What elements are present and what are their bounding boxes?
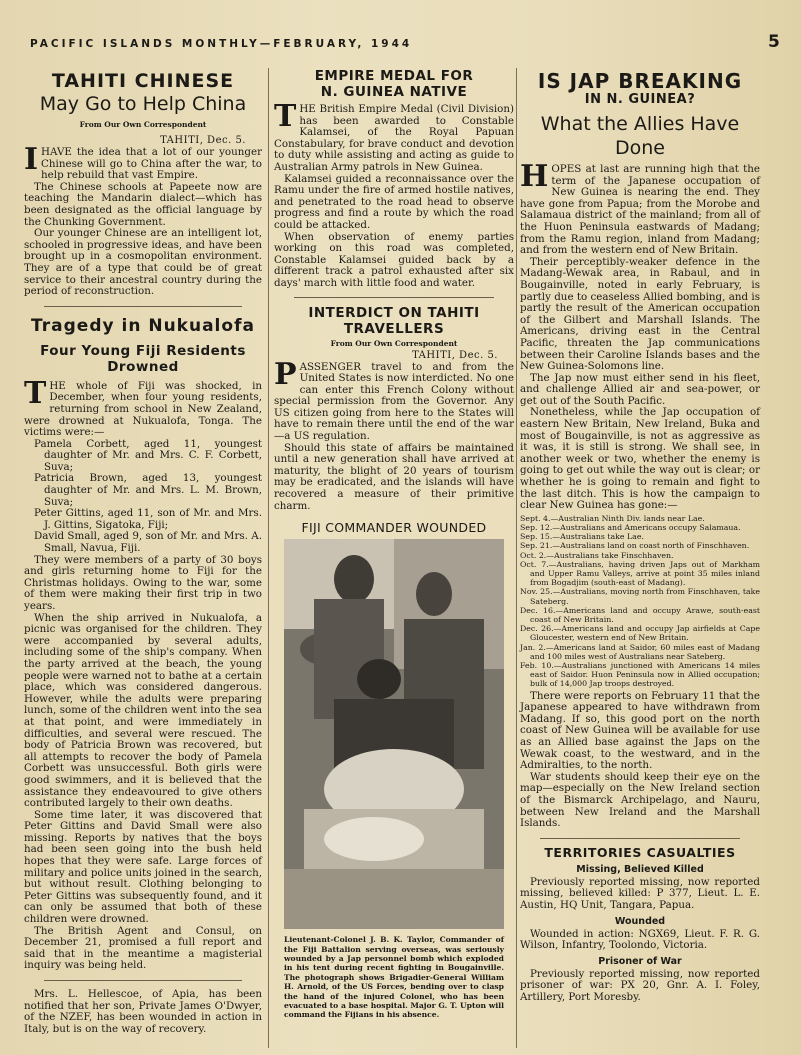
jap-para: Nonetheless, while the Jap occupation of eastern New Britain, New Ireland, Buka and most of Bougainville, is not as aggressive as it was, it is still is strong. We shall see, in another week or two, whether the enemy is going to get out while the way out is clear; or whether he is going to remain and fight to the last ditch. This is how the campaign to clear New Guinea has gone:— [520,406,760,512]
tahiti-chinese-subtitle: May Go to Help China [39,93,247,115]
timeline-item: Dec. 26.—Americans land and occupy Jap airfields at Cape Gloucester, western end of New Britain. [520,624,760,643]
column-rule [268,68,269,1048]
interdict-para: PASSENGER travel to and from the United States is now interdicted. No one can enter this French Colony without special permission from the Governor. Any US citizen going from here to the States will have to remain there until the end of the war—a US regulation. [274,356,514,443]
drop-cap: T [24,375,47,411]
divider [294,297,494,298]
interdict-title: INTERDICT ON TAHITI [308,304,480,321]
photo-caption: Lieutenant-Colonel J. B. K. Taylor, Commander of the Fiji Battalion serving overseas, was seriously wounded by a Jap personnel bomb which exploded in his tent during recent fighting in Bougainville. The photograph shows Brigadier-General William H. Arnold, of the US Forces, bending over to clasp the hand of the injured Colonel, who has been evacuated to a base hospital. Major G. T. Upton will command the Fijians in his absence. [284,935,504,1020]
empire-medal-para: THE British Empire Medal (Civil Division) has been awarded to Constable Kalamsei, of the Royal Papuan Constabulary, for brave conduct and devotion to duty while assisting and acting as guide to Australian Army patrols in New Guinea. [274,99,514,173]
list-item: David Small, aged 9, son of Mr. and Mrs. A. Small, Navua, Fiji. [34,530,262,555]
jap-para: Their perceptibly-weaker defence in the Madang-Wewak area, in Rabaul, and in Bougainville, noted in early February, is partly due to ceaseless Allied bombing, and is partly the result of the American occupation of the Gilbert and Marshall Islands. The Americans, driving east in the Central Pacific, threaten the Jap communications between their Caroline Islands bases and the New Guinea-Solomons line. [520,255,760,373]
timeline-item: Sep. 12.—Australians and Americans occupy Salamaua. [520,523,741,533]
tragedy-para: THE whole of Fiji was shocked, in December, when four young residents, returning from school in New Zealand, were drowned at Nukualofa, Tonga. The victims were:— [24,375,262,439]
drop-cap: I [24,142,39,177]
jap-para: There were reports on February 11 that the Japanese appeared to have withdrawn from Madang. If so, this good port on the north coast of New Guinea will be available for use as an Allied base against the Japs on the Wewak coast, to the westward, and in the Admiralties, to the north. [520,689,760,772]
soldiers-photo [284,539,504,929]
interdict-para: Should this state of affairs be maintained until a new generation shall have arrived at maturity, the blight of 20 years of tourism may be eradicated, and the islands will have recovered a measure of their primitive charm. [274,441,514,512]
odwyer-para: Mrs. L. Hellescoe, of Apia, has been notified that her son, Private James O'Dwyer, of the NZEF, has been wounded in action in Italy, but is on the way of recovery. [24,988,262,1035]
campaign-timeline [520,514,760,689]
empire-medal-title: EMPIRE MEDAL FOR [314,68,474,84]
casualties-para: Previously reported missing, now reported missing, believed killed: P 377, Lieut. L. E. Austin, HQ Unit, Tangara, Papua. [520,875,760,911]
jap-para: The Jap now must either send in his fleet, and challenge Allied air and sea-power, or get out of the South Pacific. [520,371,760,407]
timeline-item: Oct. 7.—Australians, having driven Japs out of Markham and Upper Ramu Valleys, arrive at point 35 miles inland from Bogadjim (south-east of Madang). [520,559,760,588]
drop-cap: T [274,99,297,134]
interdict-title: TRAVELLERS [343,320,445,337]
list-item: Patricia Brown, aged 13, youngest daughter of Mr. and Mrs. L. M. Brown, Suva; [34,472,262,508]
list-item: Pamela Corbett, aged 11, youngest daughter of Mr. and Mrs. C. F. Corbett, Suva; [34,437,262,473]
tahiti-chinese-dateline: TAHITI, Dec. 5. [160,135,246,146]
timeline-item: Sep. 21.—Australians land on coast north of Finschhaven. [520,541,750,551]
page-number: 5 [768,32,780,52]
casualties-title: TERRITORIES CASUALTIES [544,844,736,860]
casualties-subhead: Missing, Believed Killed [576,863,704,875]
tahiti-chinese-byline: From Our Own Correspondent [79,120,207,129]
fiji-commander-title: FIJI COMMANDER WOUNDED [301,520,487,536]
interdict-byline: From Our Own Correspondent [330,338,458,348]
tahiti-chinese-title: TAHITI CHINESE [51,70,235,92]
divider [44,306,242,307]
timeline-item: Feb. 10.—Australians junctioned with Americans 14 miles east of Saidor. Huon Peninsula now in Allied occupation; bulk of 14,000 Jap troops destroyed. [520,661,760,689]
divider [540,838,740,839]
jap-subtitle: What the Allies Have [540,113,740,135]
timeline-item: Oct. 2.—Australians take Finschhaven. [520,550,674,560]
empire-medal-title: N. GUINEA NATIVE [320,84,468,100]
jap-title: IS JAP BREAKING [537,69,743,93]
divider [44,980,242,981]
photo-illustration [284,539,504,929]
empire-medal-para: When observation of enemy parties working on this road was completed, Constable Kalamsei guided back by a different track a patrol exhausted after six days' march with little food and water. [274,230,514,289]
casualties-subhead: Prisoner of War [598,955,682,967]
column-right [520,68,760,1004]
column-left [24,68,262,1035]
masthead: PACIFIC ISLANDS MONTHLY—FEBRUARY, 1944 [30,38,413,50]
interdict-dateline: TAHITI, Dec. 5. [412,349,498,361]
tragedy-title: Tragedy in Nukualofa [31,315,255,336]
empire-medal-para: Kalamsei guided a reconnaissance over the Ramu under the fire of armed hostile natives, and penetrated to the road head to observe progress and find a route by which the road could be attacked. [274,172,514,231]
list-item: Peter Gittins, aged 11, son of Mr. and Mrs. J. Gittins, Sigatoka, Fiji; [34,507,262,531]
timeline-item: Sep. 15.—Australians take Lae. [520,532,644,542]
casualties-para: Wounded in action: NGX69, Lieut. F. R. G. Wilson, Infantry, Toolondo, Victoria. [520,927,760,952]
jap-para: HOPES at last are running high that the term of the Japanese occupation of New Guinea is nearing the end. They have gone from Papua; from the Morobe and Salamaua district of the mainland; from all of the Huon Peninsula eastwards of Madang; from the Ramu region, inland from Madang; and from the western end of New Britain. [520,159,760,257]
casualties-subhead: Wounded [614,915,666,927]
tahiti-chinese-para: Our younger Chinese are an intelligent lot, schooled in progressive ideas, and have been brought up in a cosmopolitan environment. They are of a type that could be of great service to their ancestral country during the period of reconstruction. [24,227,262,298]
tahiti-chinese-para: The Chinese schools at Papeete now are teaching the Mandarin dialect—which has been designated as the official language by the Chunking Government. [24,180,262,228]
tragedy-para: When the ship arrived in Nukualofa, a picnic was organised for the children. They were accompanied by several adults, including some of the ship's company. When the party arrived at the beach, the young people were warned not to bathe at a certain place, which was considered dangerous. However, while the adults were preparing lunch, some of the children went into the sea at that point, and were immediately in difficulties, and several were rescued. The body of Patricia Brown was recovered, but all attempts to recover the body of Pamela Corbett was unsuccessful. Both girls were good swimmers, and it is believed that the assistance they endeavoured to give others contributed largely to their own deaths. [24,611,262,810]
tragedy-para: The British Agent and Consul, on December 21, promised a full report and said that in the meantime a magisterial inquiry was being held. [24,924,262,972]
timeline-item: Sept. 4.—Australian Ninth Div. lands near Lae. [520,513,705,523]
jap-para: War students should keep their eye on the map—especially on the New Ireland section of the Bismarck Archipelago, and Nauru, between New Ireland and the Marshall Islands. [520,770,760,830]
tragedy-para: Some time later, it was discovered that Peter Gittins and David Small were also missing. Reports by natives that the boys had been seen going into the bush held hopes that they were safe. Large forces of military and police units joined in the search, but without result. Clothing belonging to Peter Gittins was subsequently found, and it can only be assumed that both of these children were drowned. [24,808,262,926]
jap-title: IN N. GUINEA? [584,92,696,107]
timeline-item: Dec. 16.—Americans land and occupy Arawe, south-east coast of New Britain. [520,605,760,625]
column-middle [274,68,514,1020]
tahiti-chinese-para: IHAVE the idea that a lot of our younger Chinese will go to China after the war, to help rebuild that vast Empire. [24,142,262,182]
casualties-para: Previously reported missing, now reported prisoner of war: PX 20, Gnr. A. I. Foley, Artillery, Port Moresby. [520,967,760,1003]
victims-list [24,439,262,555]
timeline-item: Jan. 2.—Americans land at Saidor, 60 miles east of Madang and 100 miles west of Australians near Sateberg. [520,642,760,661]
drop-cap: H [520,159,549,194]
column-rule [516,68,517,1048]
tragedy-subtitle: Four Young Fiji Residents Drowned [40,342,246,375]
drop-cap: P [274,356,297,392]
tragedy-para: They were members of a party of 30 boys and girls returning home to Fiji for the Christmas holidays. Owing to the war, some of them were making their first trip in two years. [24,553,262,612]
timeline-item: Nov. 25.—Australians, moving north from Finschhaven, take Sateberg. [520,587,760,606]
jap-subtitle: Done [615,137,665,159]
